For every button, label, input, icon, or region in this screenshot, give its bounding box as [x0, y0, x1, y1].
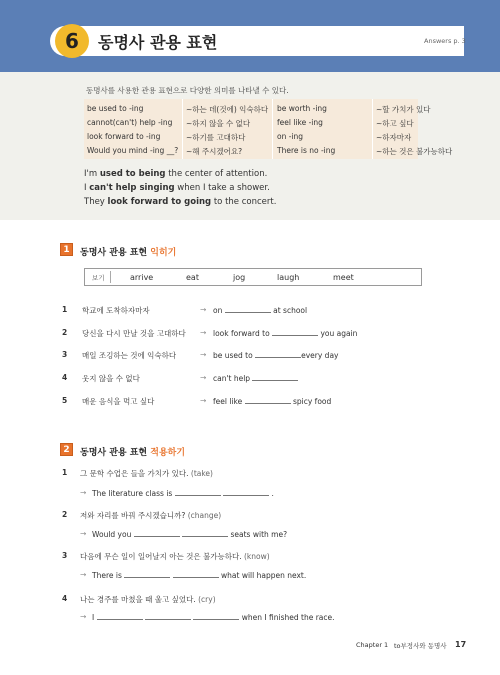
- table-cell: ~하는 데(것에) 익숙하다: [186, 105, 269, 114]
- question-korean: 학교에 도착하자마자: [82, 306, 150, 315]
- answer-blank[interactable]: [272, 328, 318, 336]
- question-korean: 매일 조깅하는 것에 익숙하다: [82, 351, 177, 360]
- question-number: 4: [62, 373, 68, 382]
- example-sentence: They look forward to going to the concert.: [84, 197, 277, 207]
- question-korean: 나는 경주를 마쳤을 때 울고 싶었다. (cry): [80, 595, 216, 604]
- answer-line: be used to every day: [213, 351, 339, 360]
- word-bank-item: jog: [233, 273, 246, 282]
- question-number: 4: [62, 594, 68, 603]
- table-cell: ~하기를 고대하다: [186, 133, 246, 142]
- lesson-number-badge: 6: [55, 24, 89, 58]
- table-cell: ~하는 것은 불가능하다: [376, 147, 453, 156]
- word-bank-item: meet: [333, 273, 354, 282]
- answer-line: on at school: [213, 306, 308, 315]
- answer-blank[interactable]: [193, 612, 239, 620]
- arrow-icon: →: [200, 396, 207, 405]
- table-cell: ~하지 않을 수 없다: [186, 119, 251, 128]
- table-cell: be used to -ing: [87, 104, 144, 113]
- arrow-icon: →: [80, 488, 87, 497]
- summary-intro: 동명사를 사용한 관용 표현으로 다양한 의미를 나타낼 수 있다.: [86, 86, 289, 95]
- question-number: 3: [62, 350, 68, 359]
- table-divider: [272, 99, 273, 159]
- answers-reference: Answers p. 3: [424, 37, 466, 45]
- arrow-icon: →: [200, 373, 207, 382]
- answer-blank[interactable]: [134, 529, 180, 537]
- table-cell: ~하고 싶다: [376, 119, 414, 128]
- answer-line: I when I finished the race.: [92, 613, 335, 622]
- question-korean: 저와 자리를 바꿔 주시겠습니까? (change): [80, 511, 222, 520]
- answer-line: There is what will happen next.: [92, 571, 307, 580]
- footer-chapter-title: to부정사와 동명사: [394, 642, 447, 650]
- word-bank-item: arrive: [130, 273, 154, 282]
- question-korean: 그 문학 수업은 들을 가치가 있다. (take): [80, 469, 213, 478]
- word-bank-item: laugh: [277, 273, 300, 282]
- section-number-badge: 1: [60, 243, 73, 256]
- answer-blank[interactable]: [173, 570, 219, 578]
- table-cell: ~하자마자: [376, 133, 412, 142]
- table-cell: be worth -ing: [277, 104, 327, 113]
- section-title: 동명사 관용 표현 적용하기: [80, 448, 186, 458]
- table-cell: ~할 가치가 있다: [376, 105, 431, 114]
- table-cell: on -ing: [277, 132, 304, 141]
- section-title: 동명사 관용 표현 익히기: [80, 248, 177, 258]
- answer-line: The literature class is .: [92, 489, 274, 498]
- answer-blank[interactable]: [175, 488, 221, 496]
- answer-line: look forward to you again: [213, 329, 358, 338]
- word-bank-label: 보기: [92, 274, 105, 282]
- page-title: 동명사 관용 표현: [98, 33, 218, 52]
- answer-blank[interactable]: [245, 396, 291, 404]
- answer-blank[interactable]: [255, 350, 301, 358]
- word-bank-item: eat: [186, 273, 199, 282]
- table-cell: cannot(can't) help -ing: [87, 118, 173, 127]
- question-korean: 다음에 무슨 일이 일어날지 아는 것은 불가능하다. (know): [80, 552, 270, 561]
- table-cell: look forward to -ing: [87, 132, 161, 141]
- answer-blank[interactable]: [182, 529, 228, 537]
- arrow-icon: →: [200, 350, 207, 359]
- answer-blank[interactable]: [252, 373, 298, 381]
- answer-blank[interactable]: [223, 488, 269, 496]
- question-number: 5: [62, 396, 68, 405]
- table-cell: ~해 주시겠어요?: [186, 147, 243, 156]
- table-divider: [182, 99, 183, 159]
- question-number: 3: [62, 551, 68, 560]
- answer-blank[interactable]: [97, 612, 143, 620]
- answer-line: feel like spicy food: [213, 397, 332, 406]
- example-sentence: I'm used to being the center of attention.: [84, 169, 268, 179]
- answer-line: Would you seats with me?: [92, 530, 288, 539]
- table-divider: [372, 99, 373, 159]
- answer-blank[interactable]: [145, 612, 191, 620]
- page-number: 17: [455, 640, 467, 649]
- question-number: 1: [62, 305, 68, 314]
- answer-blank[interactable]: [225, 305, 271, 313]
- arrow-icon: →: [200, 328, 207, 337]
- question-korean: 매운 음식을 먹고 싶다: [82, 397, 155, 406]
- arrow-icon: →: [200, 305, 207, 314]
- question-number: 2: [62, 328, 68, 337]
- table-cell: feel like -ing: [277, 118, 323, 127]
- table-cell: There is no -ing: [277, 146, 336, 155]
- question-korean: 웃지 않을 수 없다: [82, 374, 140, 383]
- question-korean: 당신을 다시 만날 것을 고대하다: [82, 329, 186, 338]
- arrow-icon: →: [80, 612, 87, 621]
- arrow-icon: →: [80, 529, 87, 538]
- table-cell: Would you mind -ing __?: [87, 146, 179, 155]
- answer-line: can't help: [213, 373, 298, 383]
- footer-chapter: Chapter 1: [356, 641, 389, 649]
- example-sentences: [84, 167, 276, 209]
- arrow-icon: →: [80, 570, 87, 579]
- question-number: 2: [62, 510, 68, 519]
- section-number-badge: 2: [60, 443, 73, 456]
- answer-blank[interactable]: [124, 570, 170, 578]
- example-sentence: I can't help singing when I take a shower.: [84, 183, 270, 193]
- word-bank-divider: [110, 271, 111, 283]
- question-number: 1: [62, 468, 68, 477]
